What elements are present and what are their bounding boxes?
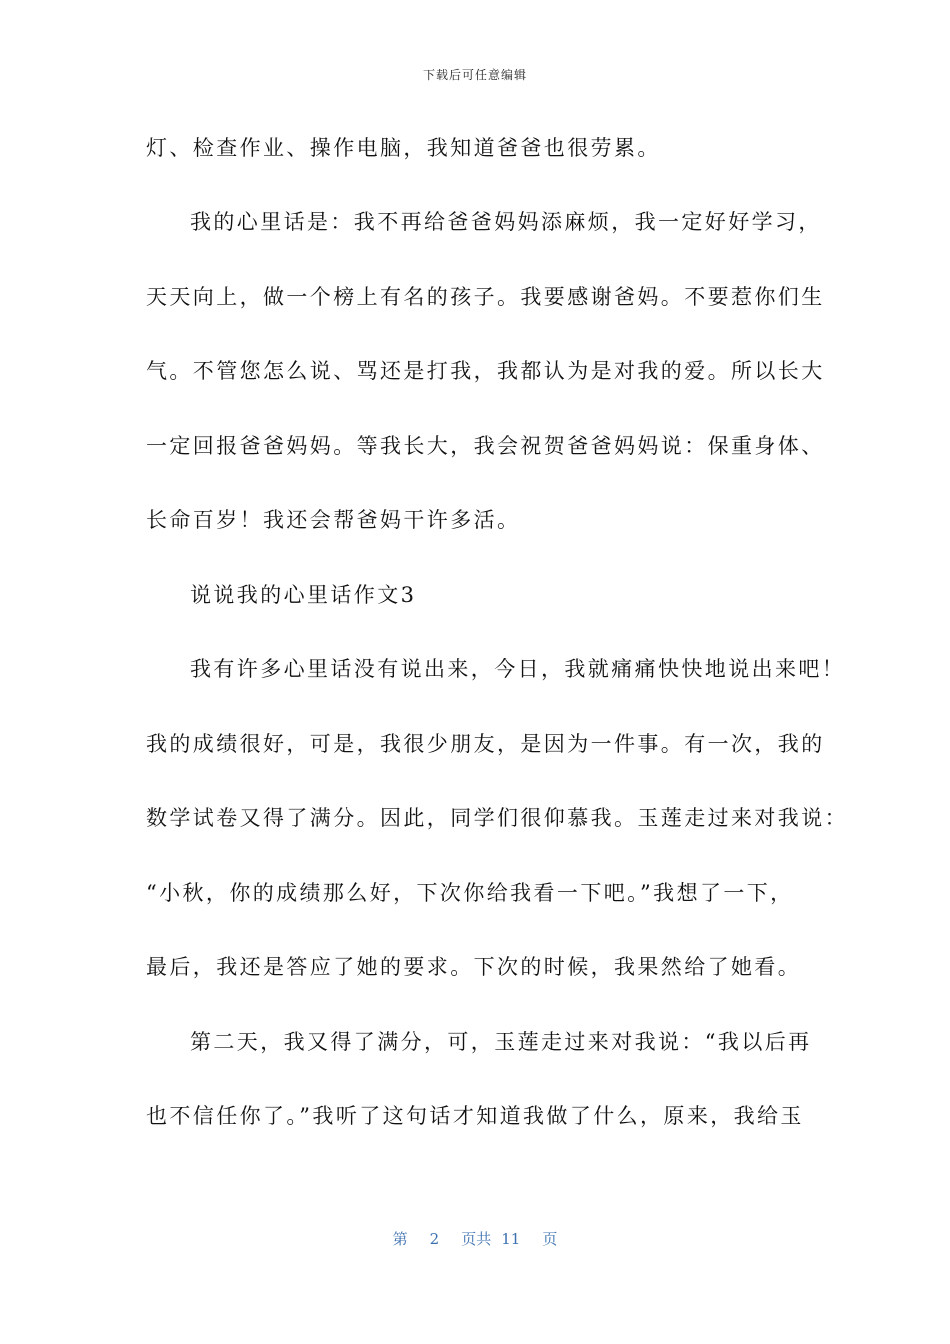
page-footer [0, 1228, 950, 1249]
text-line: 天天向上，做一个榜上有名的孩子。我要感谢爸妈。不要惹你们生 [146, 285, 825, 309]
section-heading: 说说我的心里话作文3 [190, 583, 417, 607]
text-line: 最后，我还是答应了她的要求。下次的时候，我果然给了她看。 [146, 955, 802, 979]
text-line: 灯、检查作业、操作电脑，我知道爸爸也很劳累。 [146, 136, 661, 160]
page-header: 下载后可任意编辑 [422, 68, 527, 82]
text-line: 我的心里话是：我不再给爸爸妈妈添麻烦，我一定好好学习， [190, 210, 822, 234]
footer-page-number: 2 [429, 1230, 440, 1248]
text-line: 我的成绩很好，可是，我很少朋友，是因为一件事。有一次，我的 [146, 732, 825, 756]
text-line: 数学试卷又得了满分。因此，同学们很仰慕我。玉莲走过来对我说： [146, 806, 848, 830]
text-line: 第二天，我又得了满分，可，玉莲走过来对我说：“我以后再 [190, 1030, 812, 1054]
text-line: 一定回报爸爸妈妈。等我长大，我会祝贺爸爸妈妈说：保重身体、 [146, 434, 825, 458]
footer-suffix: 页 [542, 1230, 558, 1248]
footer-middle: 页共 [461, 1230, 492, 1248]
footer-total-pages: 11 [501, 1230, 521, 1248]
text-line: 也不信任你了。”我听了这句话才知道我做了什么，原来，我给玉 [146, 1104, 804, 1128]
text-line: “小秋，你的成绩那么好，下次你给我看一下吧。”我想了一下， [146, 881, 794, 905]
footer-prefix: 第 [392, 1230, 408, 1248]
text-line: 气。不管您怎么说、骂还是打我，我都认为是对我的爱。所以长大 [146, 359, 825, 383]
text-line: 长命百岁！我还会帮爸妈干许多活。 [146, 508, 521, 532]
text-line: 我有许多心里话没有说出来，今日，我就痛痛快快地说出来吧！ [190, 657, 846, 681]
